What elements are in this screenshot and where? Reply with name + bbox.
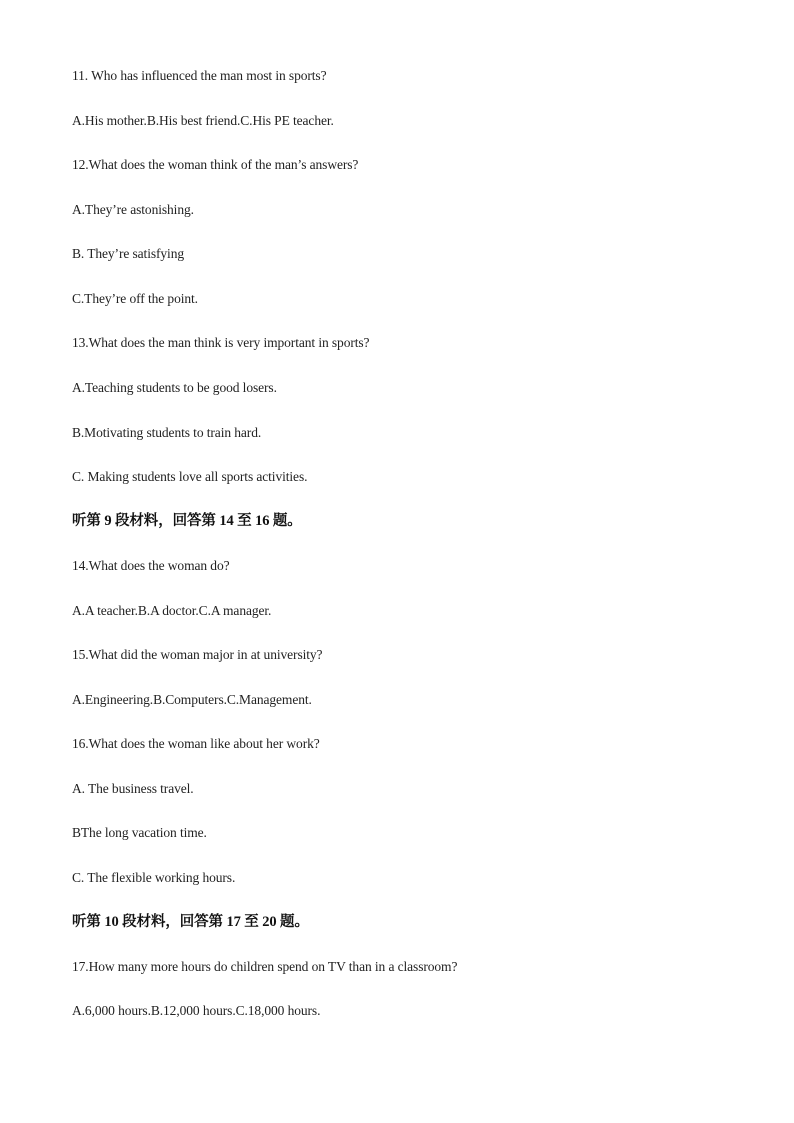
question-12-option-b: B. They’re satisfying xyxy=(72,246,185,261)
question-13-option-a: A.Teaching students to be good losers. xyxy=(72,380,277,395)
question-16-option-b: BThe long vacation time. xyxy=(72,825,207,840)
question-17: 17.How many more hours do children spend on TV than in a classroom? xyxy=(72,959,458,974)
question-14: 14.What does the woman do? xyxy=(72,558,230,573)
question-12: 12.What does the woman think of the man’s answers? xyxy=(72,157,359,172)
question-13-option-c: C. Making students love all sports activities. xyxy=(72,469,308,484)
question-16-option-c: C. The flexible working hours. xyxy=(72,870,236,885)
section-heading-9: 听第 9 段材料，回答第 14 至 16 题。 xyxy=(72,513,302,529)
question-16-option-a: A. The business travel. xyxy=(72,781,194,796)
question-17-options: A.6,000 hours.B.12,000 hours.C.18,000 hours. xyxy=(72,1003,321,1018)
section-heading-10: 听第 10 段材料，回答第 17 至 20 题。 xyxy=(72,914,309,930)
question-11-options: A.His mother.B.His best friend.C.His PE teacher. xyxy=(72,113,334,128)
question-12-option-a: A.They’re astonishing. xyxy=(72,202,194,217)
question-15: 15.What did the woman major in at university? xyxy=(72,647,323,662)
question-13: 13.What does the man think is very important in sports? xyxy=(72,335,370,350)
question-13-option-b: B.Motivating students to train hard. xyxy=(72,425,262,440)
question-11: 11. Who has influenced the man most in sports? xyxy=(72,68,327,83)
question-15-options: A.Engineering.B.Computers.C.Management. xyxy=(72,692,312,707)
question-12-option-c: C.They’re off the point. xyxy=(72,291,198,306)
question-16: 16.What does the woman like about her work? xyxy=(72,736,320,751)
question-14-options: A.A teacher.B.A doctor.C.A manager. xyxy=(72,603,272,618)
